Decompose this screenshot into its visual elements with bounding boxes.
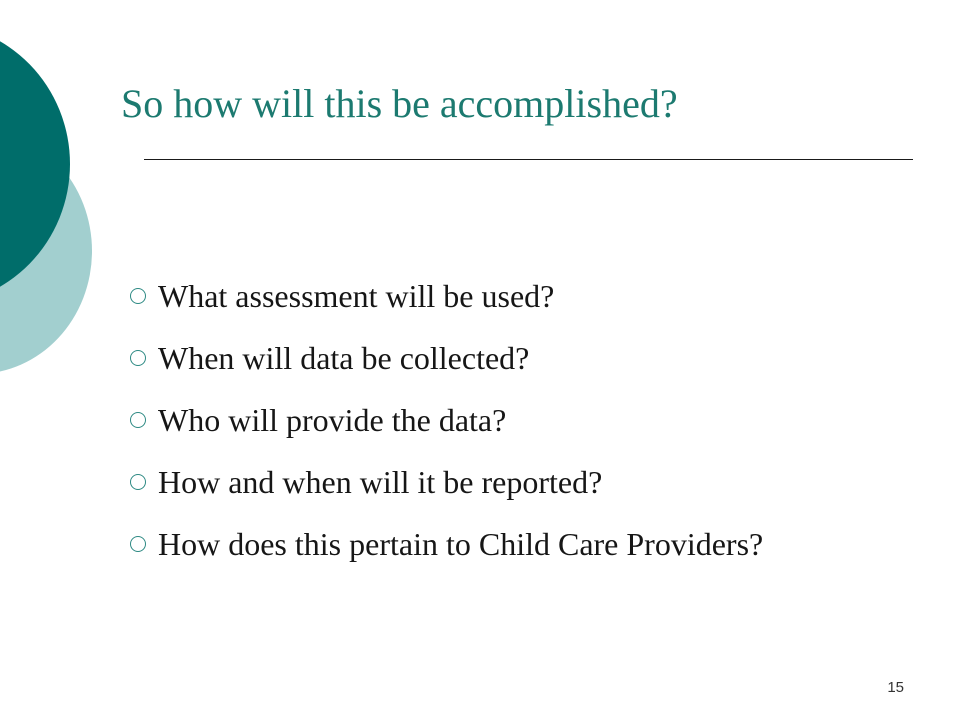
hollow-circle-bullet-icon <box>130 288 146 304</box>
hollow-circle-bullet-icon <box>130 536 146 552</box>
bullet-text: Who will provide the data? <box>158 402 507 438</box>
hollow-circle-bullet-icon <box>130 350 146 366</box>
bullet-list <box>130 274 850 584</box>
bullet-text: How does this pertain to Child Care Providers? <box>158 526 764 562</box>
slide-title: So how will this be accomplished? <box>121 81 678 126</box>
bullet-item <box>130 460 850 504</box>
bullet-item <box>130 522 850 566</box>
hollow-circle-bullet-icon <box>130 474 146 490</box>
hollow-circle-bullet-icon <box>130 412 146 428</box>
bullet-text: What assessment will be used? <box>158 278 555 314</box>
bullet-text: When will data be collected? <box>158 340 530 376</box>
title-divider-line <box>144 159 913 160</box>
bullet-item <box>130 274 850 318</box>
bullet-item <box>130 398 850 442</box>
bullet-item <box>130 336 850 380</box>
bullet-text: How and when will it be reported? <box>158 464 603 500</box>
slide-number: 15 <box>887 679 904 696</box>
